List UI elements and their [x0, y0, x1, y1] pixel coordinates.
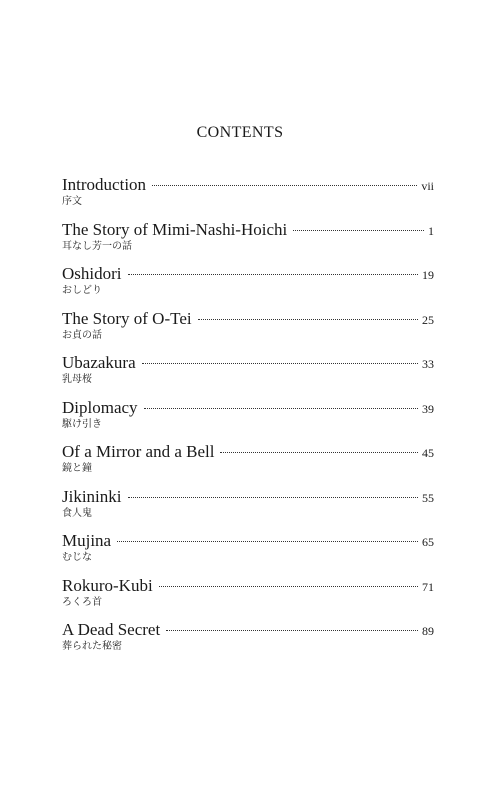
toc-entry-japanese-title: ろくろ首: [62, 596, 102, 608]
toc-entry-japanese-title: おしどり: [62, 285, 102, 296]
toc-entry-line: [62, 263, 434, 284]
dot-leader: [117, 541, 418, 542]
toc-entry-line: [62, 352, 434, 373]
toc-entry-line: [62, 486, 434, 507]
toc-entry-japanese-title: 食人鬼: [62, 507, 92, 519]
dot-leader: [144, 408, 418, 409]
contents-heading: CONTENTS: [196, 124, 284, 141]
toc-entry-page: 71: [422, 579, 434, 594]
toc-entry-page: vii: [421, 179, 434, 193]
dot-leader: [198, 319, 418, 320]
toc-entry-page: 45: [422, 446, 434, 460]
toc-entry-japanese-title: 乳母桜: [62, 374, 92, 385]
toc-entry-japanese-title: 葬られた秘密: [62, 641, 122, 652]
toc-entry-ubazakura[interactable]: [62, 352, 434, 397]
dot-leader: [128, 274, 419, 275]
toc-entry-title: Ubazakura: [62, 353, 136, 372]
toc-entry-page: 19: [422, 268, 434, 282]
toc-entry-o-tei[interactable]: [62, 308, 434, 353]
toc-entry-title: A Dead Secret: [62, 620, 161, 639]
toc-entry-japanese-title: お貞の話: [62, 329, 102, 341]
dot-leader: [293, 230, 424, 231]
toc-entry-page: 39: [422, 401, 434, 416]
dot-leader: [159, 586, 418, 587]
toc-entry-japanese-title: 序文: [62, 196, 82, 207]
toc-entry-title: Diplomacy: [62, 397, 138, 417]
toc-entry-rokuro-kubi[interactable]: [62, 575, 434, 620]
toc-entry-introduction[interactable]: [62, 174, 434, 219]
toc-entry-japanese-title: むじな: [62, 552, 92, 563]
toc-entry-page: 1: [428, 223, 434, 238]
toc-entry-line: [62, 219, 434, 240]
toc-entry-title: Introduction: [62, 175, 147, 194]
toc-entry-line: [62, 441, 434, 462]
toc-entry-line: [62, 530, 434, 551]
dot-leader: [152, 185, 417, 186]
toc-entry-japanese-title: 鏡と鐘: [62, 463, 92, 474]
toc-entry-page: 55: [422, 490, 434, 505]
toc-entry-dead-secret[interactable]: [62, 619, 434, 664]
toc-entry-title: Oshidori: [62, 264, 122, 283]
toc-entry-japanese-title: 耳なし芳一の話: [62, 240, 132, 252]
toc-entry-title: Of a Mirror and a Bell: [62, 442, 215, 461]
toc-entry-line: [62, 575, 434, 596]
toc-entry-title: The Story of O-Tei: [62, 308, 192, 328]
toc-entry-line: [62, 397, 434, 418]
toc-entry-page: 65: [422, 535, 434, 549]
toc-entry-line: [62, 619, 434, 640]
dot-leader: [142, 363, 418, 364]
toc-entry-line: [62, 308, 434, 329]
toc-entry-mirror-and-bell[interactable]: [62, 441, 434, 486]
toc-entry-oshidori[interactable]: [62, 263, 434, 308]
dot-leader: [220, 452, 418, 453]
toc-entry-page: 33: [422, 357, 434, 371]
toc-entry-title: Mujina: [62, 531, 112, 550]
toc-entry-page: 25: [422, 312, 434, 327]
dot-leader: [166, 630, 418, 631]
toc-entry-title: The Story of Mimi-Nashi-Hoichi: [62, 219, 288, 239]
toc-entry-mimi-nashi-hoichi[interactable]: [62, 219, 434, 264]
dot-leader: [128, 497, 418, 498]
toc-entry-jikininki[interactable]: [62, 486, 434, 531]
toc-entry-japanese-title: 駆け引き: [62, 418, 102, 430]
toc-entry-mujina[interactable]: [62, 530, 434, 575]
toc-entry-title: Rokuro-Kubi: [62, 575, 153, 595]
table-of-contents: [62, 174, 434, 664]
toc-entry-line: [62, 174, 434, 195]
toc-entry-diplomacy[interactable]: [62, 397, 434, 442]
toc-entry-title: Jikininki: [62, 486, 122, 506]
toc-entry-page: 89: [422, 624, 434, 638]
